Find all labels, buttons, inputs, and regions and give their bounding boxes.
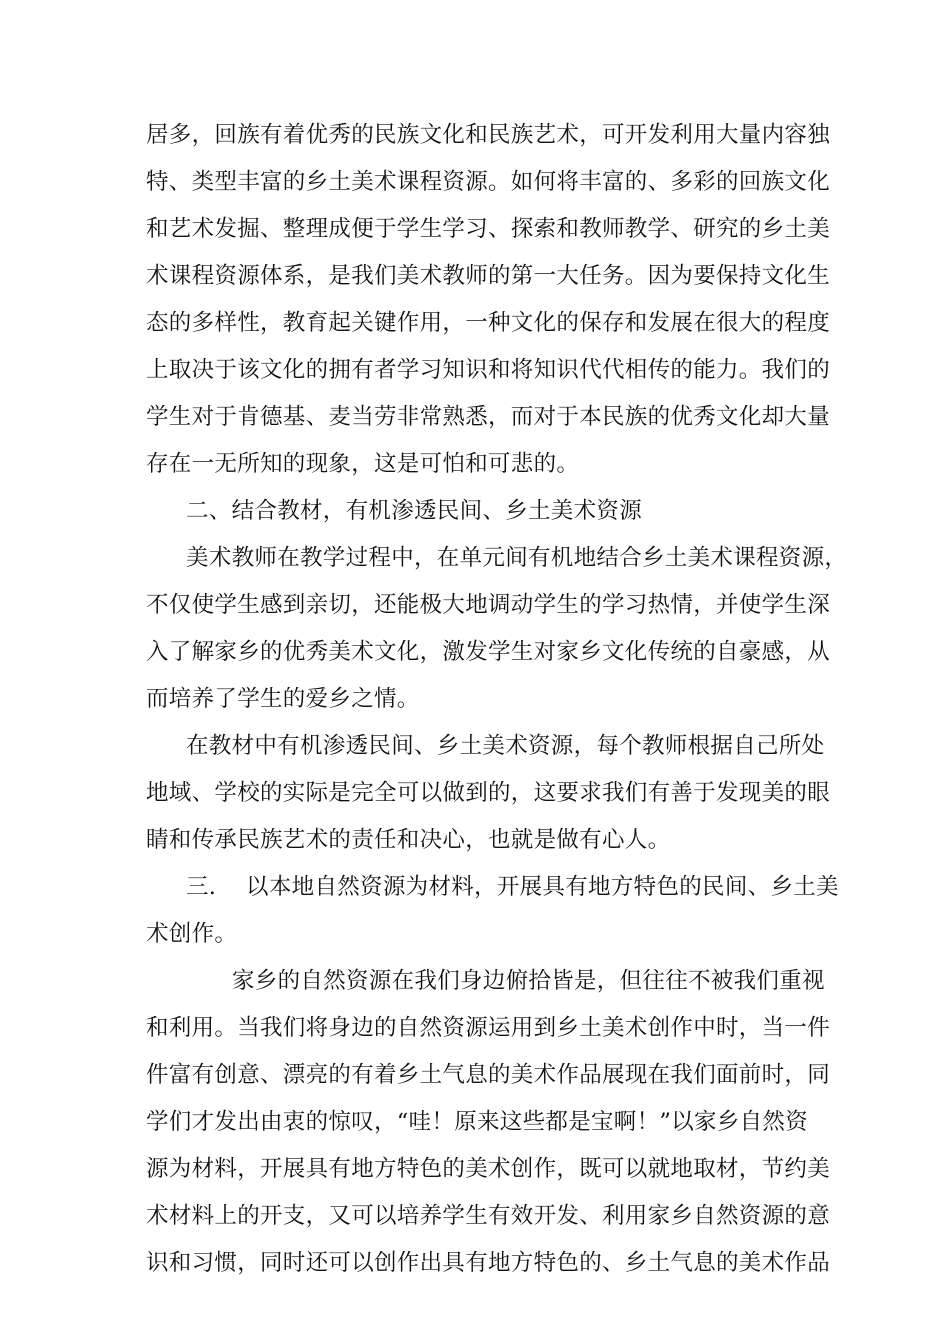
text-line: 件富有创意、漂亮的有着乡土气息的美术作品展现在我们面前时，同 (146, 1062, 831, 1088)
text-line: 术创作。 (146, 921, 238, 947)
text-line: 和艺术发掘、整理成便于学生学习、探索和教师教学、研究的乡土美 (146, 216, 831, 242)
text-line: 而培养了学生的爱乡之情。 (146, 686, 420, 712)
text-line: 在教材中有机渗透民间、乡土美术资源，每个教师根据自己所处 (186, 733, 825, 759)
text-line: 学生对于肯德基、麦当劳非常熟悉，而对于本民族的优秀文化却大量 (146, 404, 831, 430)
text-line: 态的多样性，教育起关键作用，一种文化的保存和发展在很大的程度 (146, 310, 831, 336)
text-line: 识和习惯，同时还可以创作出具有地方特色的、乡土气息的美术作品 (146, 1250, 831, 1276)
text-line: 地域、学校的实际是完全可以做到的，这要求我们有善于发现美的眼 (146, 780, 831, 806)
text-line: 源为材料，开展具有地方特色的美术创作，既可以就地取材，节约美 (146, 1156, 831, 1182)
text-line: 特、类型丰富的乡土美术课程资源。如何将丰富的、多彩的回族文化 (146, 169, 831, 195)
text-line: 家乡的自然资源在我们身边俯拾皆是，但往往不被我们重视 (232, 968, 825, 994)
text-line: 术课程资源体系，是我们美术教师的第一大任务。因为要保持文化生 (146, 263, 831, 289)
text-line: 学们才发出由衷的惊叹，“哇！原来这些都是宝啊！”以家乡自然资 (146, 1109, 809, 1135)
text-line: 睛和传承民族艺术的责任和决心，也就是做有心人。 (146, 827, 671, 853)
text-line: 美术教师在教学过程中，在单元间有机地结合乡土美术课程资源， (186, 545, 848, 571)
section-heading: 三. 以本地自然资源为材料，开展具有地方特色的民间、乡土美 (186, 874, 839, 900)
text-line: 存在一无所知的现象，这是可怕和可悲的。 (146, 451, 580, 477)
text-line: 入了解家乡的优秀美术文化，激发学生对家乡文化传统的自豪感，从 (146, 639, 831, 665)
text-line: 上取决于该文化的拥有者学习知识和将知识代代相传的能力。我们的 (146, 357, 831, 383)
text-line: 术材料上的开支，又可以培养学生有效开发、利用家乡自然资源的意 (146, 1203, 831, 1229)
section-heading: 二、结合教材，有机渗透民间、乡土美术资源 (186, 498, 643, 524)
text-line: 和利用。当我们将身边的自然资源运用到乡土美术创作中时，当一件 (146, 1015, 831, 1041)
text-line: 居多，回族有着优秀的民族文化和民族艺术，可开发利用大量内容独 (146, 122, 831, 148)
text-line: 不仅使学生感到亲切，还能极大地调动学生的学习热情，并使学生深 (146, 592, 831, 618)
